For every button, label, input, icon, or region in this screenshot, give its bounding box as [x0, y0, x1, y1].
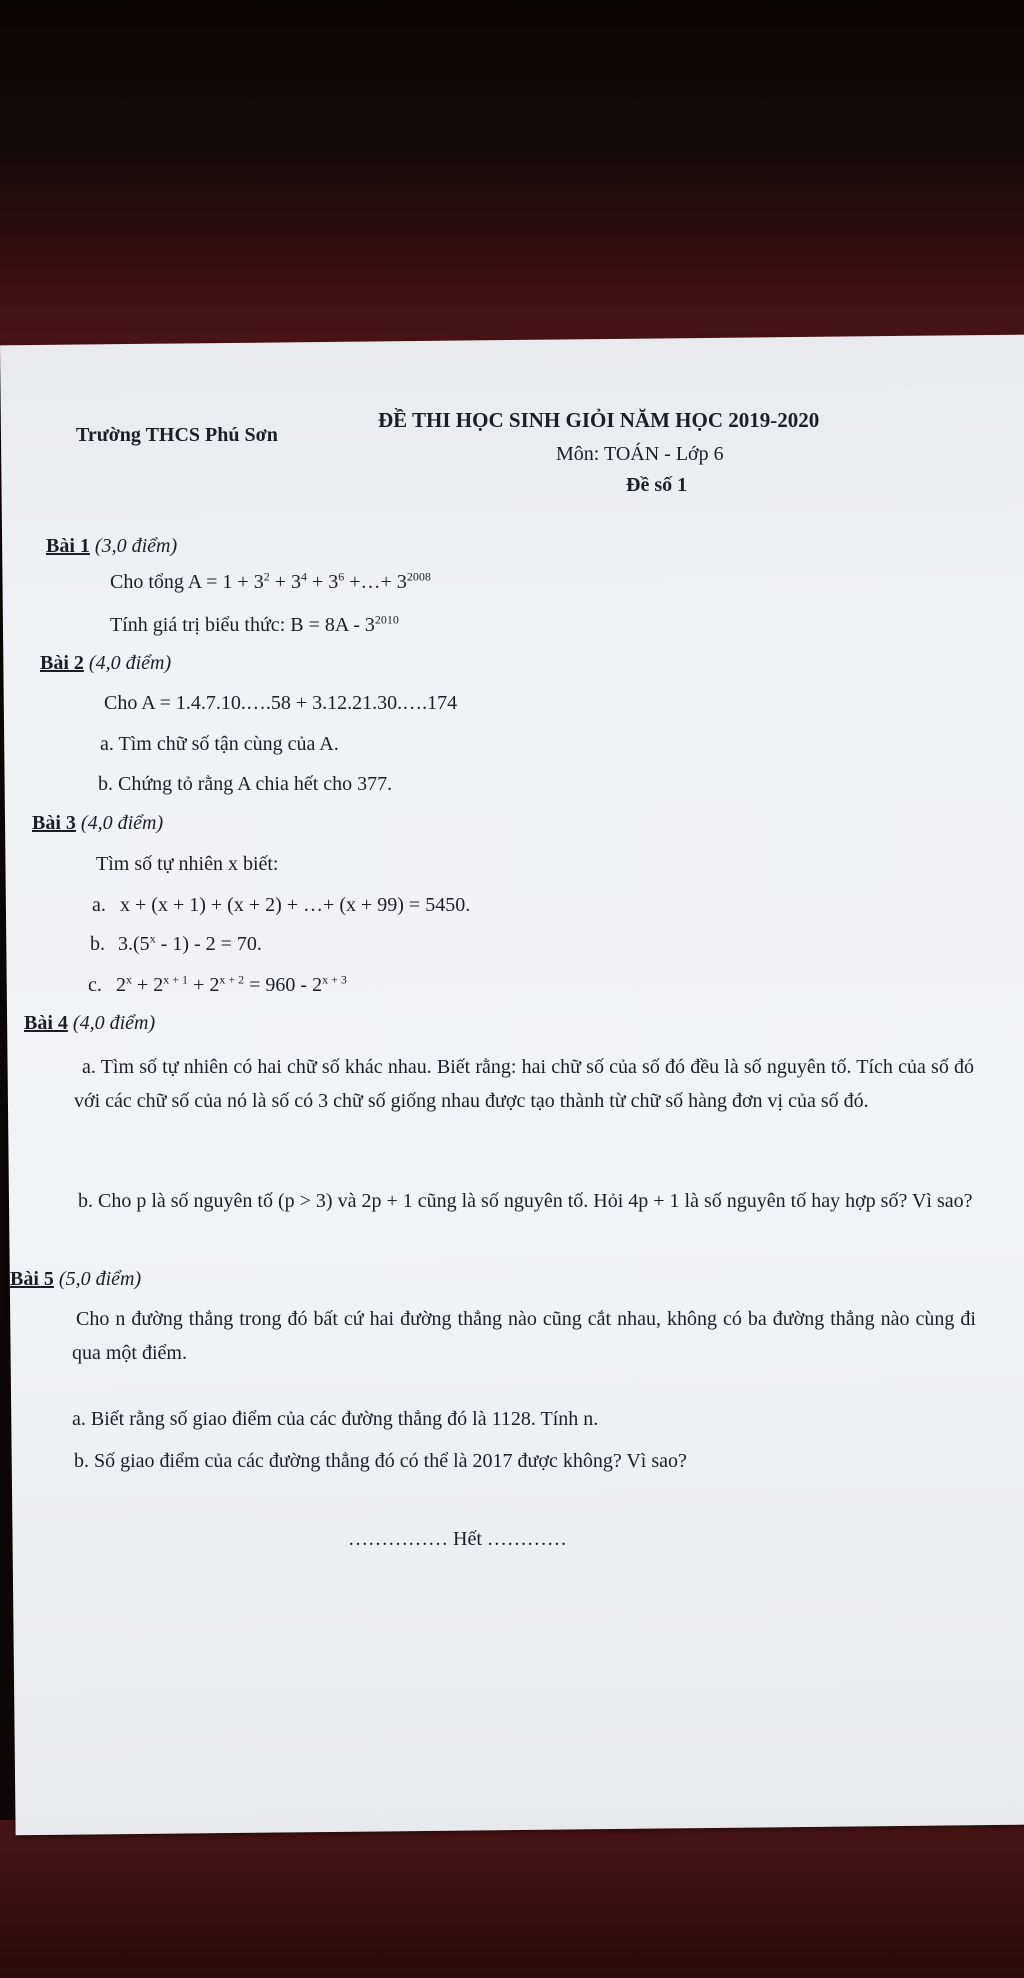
- bai3-points: (4,0 điểm): [80, 812, 164, 834]
- bai1-title: Bài 1: [46, 535, 90, 557]
- bai2-heading: [40, 652, 171, 675]
- exam-title: ĐỀ THI HỌC SINH GIỎI NĂM HỌC 2019-2020: [378, 408, 820, 432]
- bai1-sum-text: +…+ 3: [344, 571, 407, 593]
- exp: 2010: [374, 612, 399, 627]
- bai3-heading: [32, 812, 163, 835]
- bai2-points: (4,0 điểm): [88, 652, 172, 674]
- bai2-title: Bài 2: [40, 652, 84, 674]
- bai1-expression-text: Tính giá trị biểu thức: B = 8A - 3: [110, 614, 375, 636]
- bai5-heading: [10, 1268, 141, 1291]
- school-name: Trường THCS Phú Sơn: [76, 424, 278, 446]
- bai3-b-text: 3.(5: [118, 933, 150, 955]
- exp: 6: [338, 569, 345, 584]
- bai1-heading: [46, 535, 177, 558]
- bai3-part-a: [92, 894, 470, 917]
- end-marker: …………… Hết …………: [348, 1528, 567, 1550]
- bai1-expression: [110, 614, 399, 637]
- bai3-b-text: - 1) - 2 = 70.: [155, 933, 262, 955]
- bai2-given: Cho A = 1.4.7.10.….58 + 3.12.21.30.….174: [104, 692, 458, 714]
- exp: x + 3: [322, 972, 347, 987]
- bai5-part-a: a. Biết rằng số giao điểm của các đường thẳng đó là 1128. Tính n.: [72, 1408, 599, 1430]
- bai2-part-b: b. Chứng tỏ rằng A chia hết cho 377.: [98, 773, 393, 795]
- bai3-part-b: [90, 933, 262, 956]
- exp: 4: [300, 569, 307, 584]
- bai4-part-b: b. Cho p là số nguyên tố (p > 3) và 2p + 1 cũng là số nguyên tố. Hỏi 4p + 1 là số nguyên tố hay hợp số? Vì sao?: [78, 1190, 973, 1212]
- bai3-c-text: + 2: [188, 974, 220, 996]
- bai1-sum-text: + 3: [269, 571, 301, 593]
- exp: x + 2: [219, 972, 245, 987]
- exp: x + 1: [163, 972, 189, 987]
- bai4-points: (4,0 điểm): [72, 1012, 156, 1034]
- exp: x: [149, 931, 156, 946]
- bai3-part-c: [88, 974, 347, 997]
- exp: x: [126, 972, 132, 987]
- bai1-sum-text: + 3: [306, 571, 339, 593]
- subject-line: Môn: TOÁN - Lớp 6: [556, 443, 724, 465]
- bai3-title: Bài 3: [32, 812, 76, 834]
- bai3-b-label: b.: [90, 933, 105, 955]
- bai1-sum: [110, 571, 431, 594]
- bai2-part-a: a. Tìm chữ số tận cùng của A.: [100, 733, 339, 755]
- exp: 2: [263, 569, 270, 584]
- exam-variant: Đề số 1: [626, 474, 688, 496]
- bai3-c-label: c.: [88, 974, 102, 996]
- bai5-points: (5,0 điểm): [58, 1268, 142, 1290]
- bai3-intro: Tìm số tự nhiên x biết:: [96, 853, 279, 875]
- bai3-c-text: 2: [116, 974, 126, 996]
- bai3-a-text: x + (x + 1) + (x + 2) + …+ (x + 99) = 5450.: [120, 894, 471, 916]
- bai4-part-a: a. Tìm số tự nhiên có hai chữ số khác nhau. Biết rằng: hai chữ số của số đó đều là số nguyên tố. Tích của số đó với các chữ số của nó là số có 3 chữ số giống nhau được tạo thành từ chữ số hàng đơn vị của số đó.: [74, 1056, 974, 1112]
- bai4-heading: [24, 1012, 155, 1035]
- bai1-sum-text: Cho tổng A = 1 + 3: [110, 571, 264, 593]
- bai5-part-b: b. Số giao điểm của các đường thẳng đó có thể là 2017 được không? Vì sao?: [74, 1450, 687, 1472]
- bai1-points: (3,0 điểm): [94, 535, 178, 557]
- bai3-c-text: = 960 - 2: [244, 974, 323, 996]
- bai4-title: Bài 4: [24, 1012, 68, 1034]
- bai3-c-text: + 2: [132, 974, 164, 996]
- bai3-a-label: a.: [92, 894, 106, 916]
- bai5-title: Bài 5: [10, 1268, 54, 1290]
- exp: 2008: [406, 569, 431, 584]
- bai5-intro: Cho n đường thẳng trong đó bất cứ hai đường thẳng nào cũng cắt nhau, không có ba đường thẳng nào cùng đi qua một điểm.: [72, 1308, 976, 1364]
